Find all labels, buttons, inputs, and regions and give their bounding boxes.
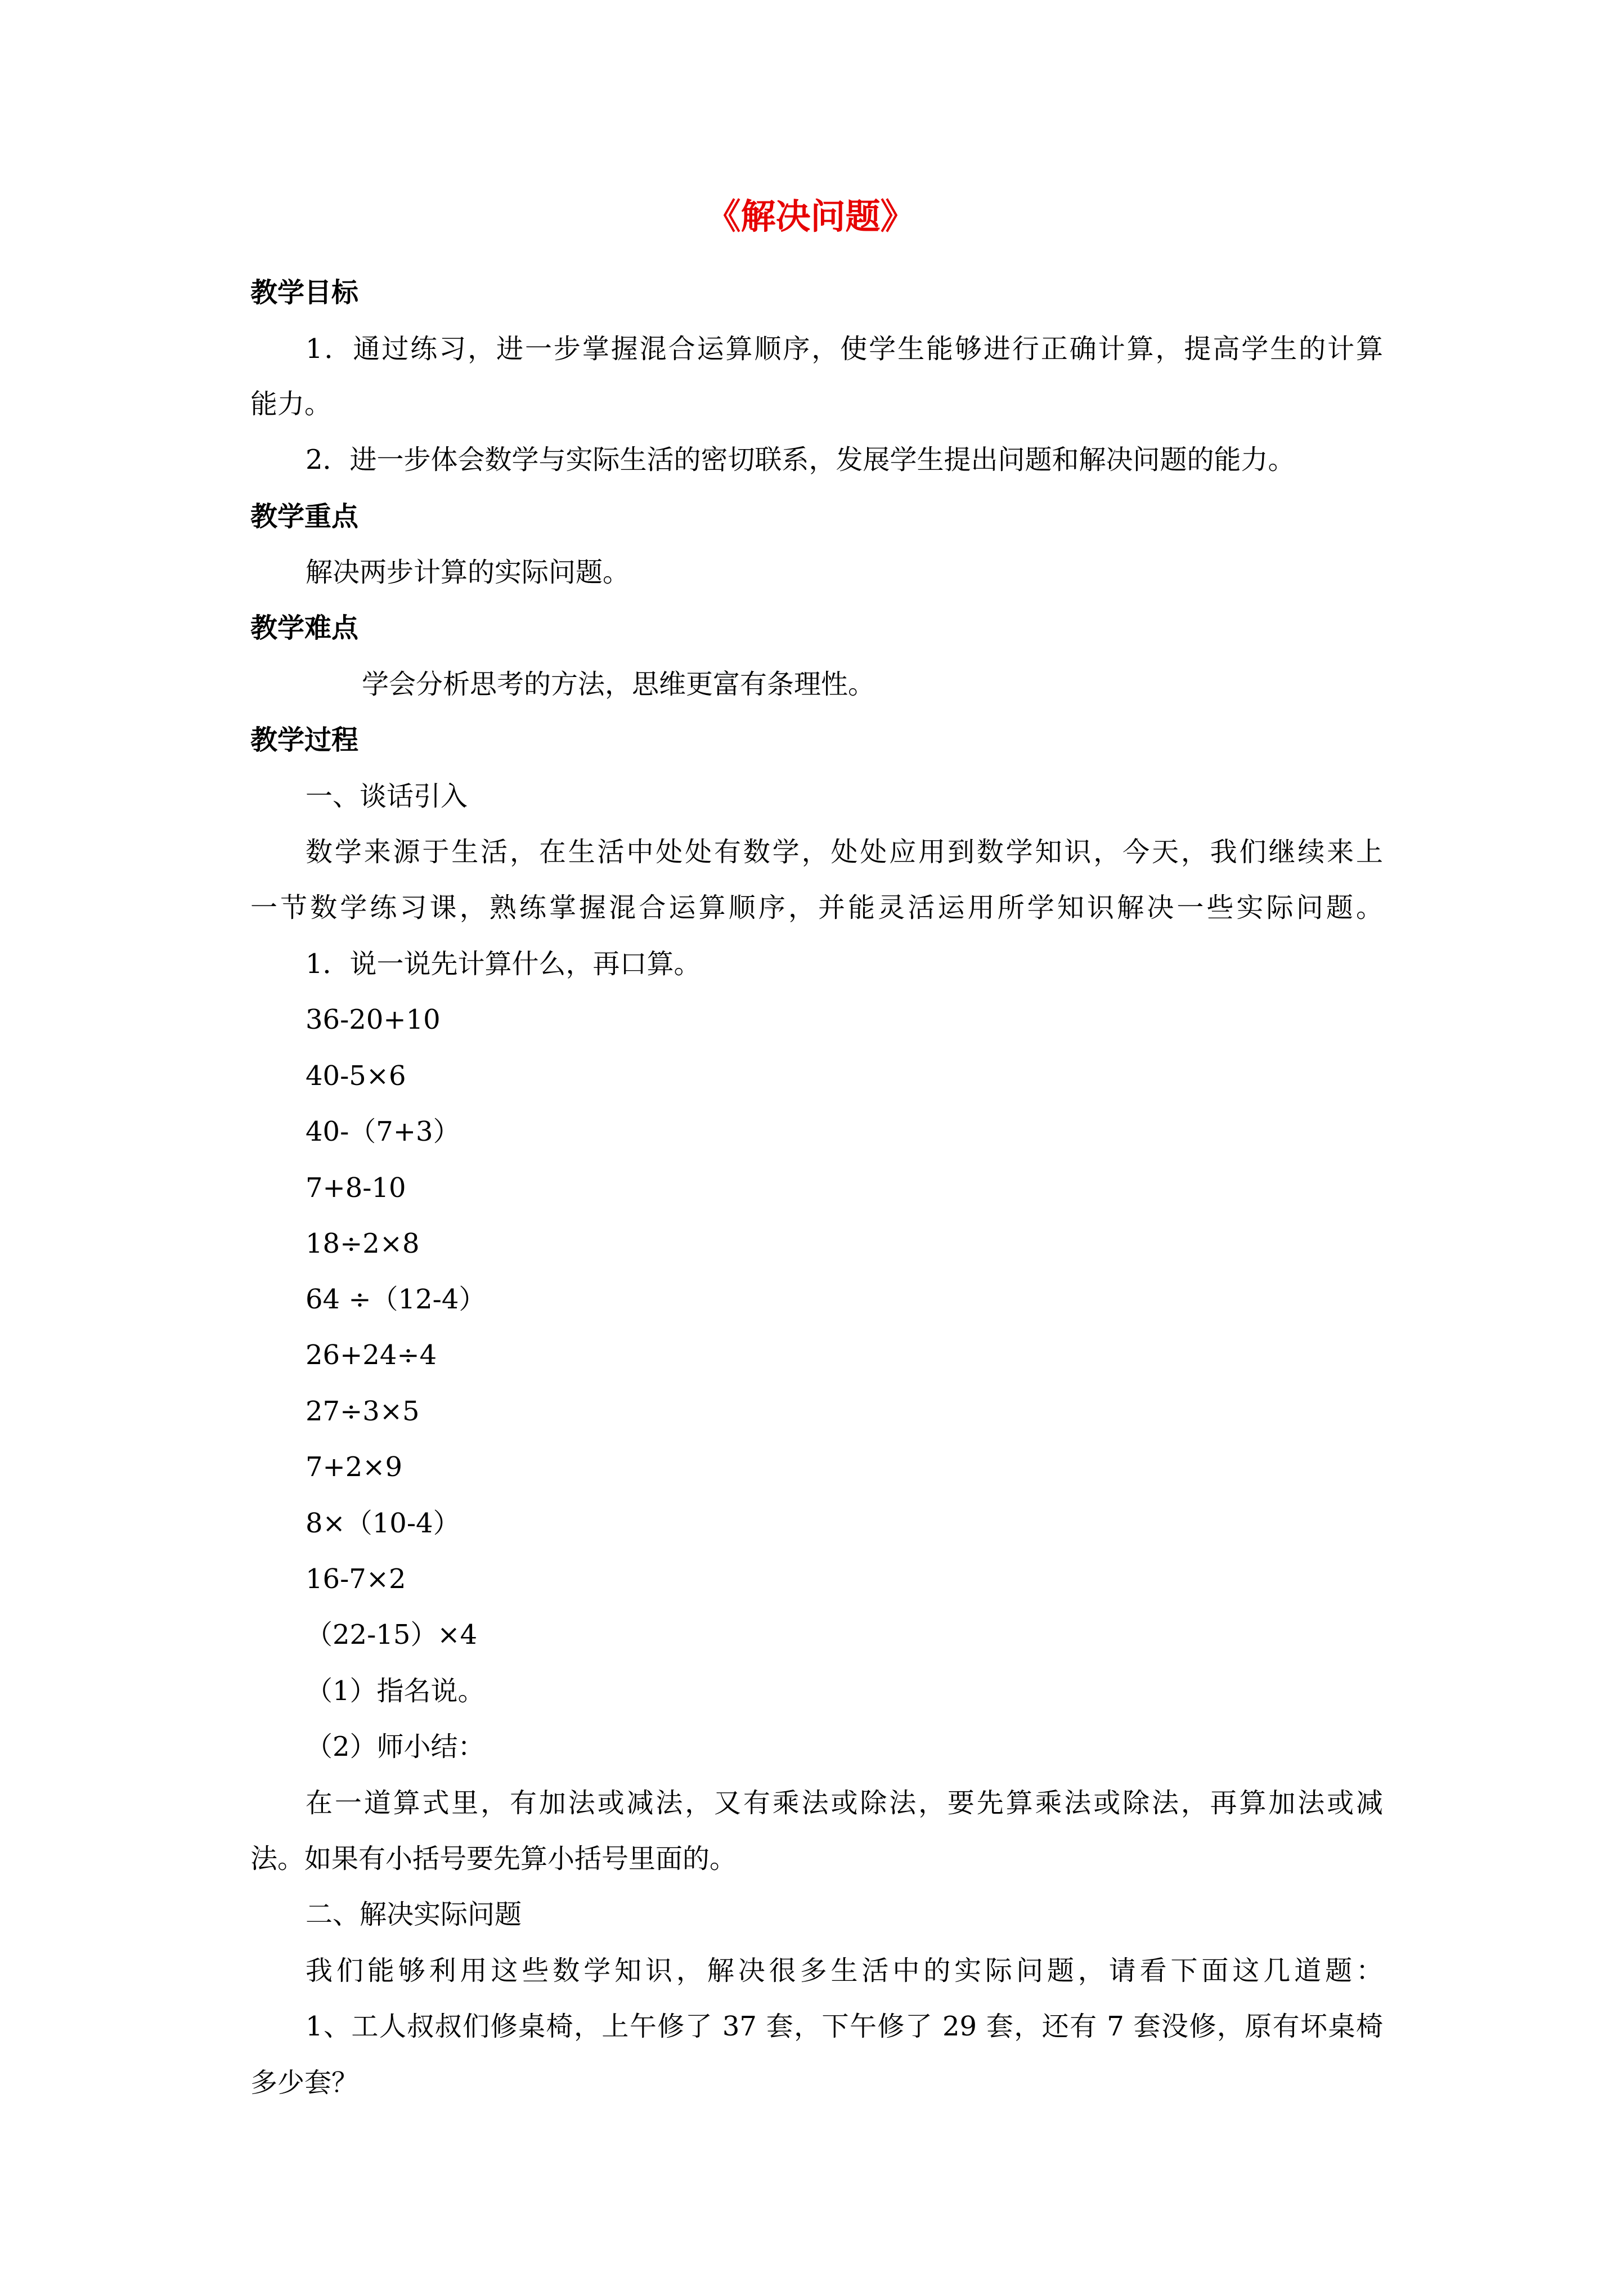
expression-item: 26+24÷4 [306, 1339, 437, 1371]
expression-item: 7+2×9 [306, 1451, 403, 1483]
expression-item: 8×（10-4） [306, 1508, 460, 1539]
summary-line1: 在一道算式里，有加法或减法，又有乘法或除法，要先算乘法或除法，再算加法或减 [306, 1787, 1383, 1819]
objective-2: 2．进一步体会数学与实际生活的密切联系，发展学生提出问题和解决问题的能力。 [306, 444, 1295, 476]
expression-item: 7+8-10 [306, 1172, 406, 1204]
part1-intro-line1: 数学来源于生活，在生活中处处有数学，处处应用到数学知识，今天，我们继续来上 [306, 836, 1383, 868]
part1-title: 一、谈话引入 [306, 781, 468, 812]
expression-item: 64 ÷（12-4） [306, 1284, 486, 1315]
key-heading: 教学重点 [250, 501, 359, 532]
expression-item: 40-（7+3） [306, 1116, 460, 1147]
objective-1-line2: 能力。 [250, 388, 332, 420]
part2-intro: 我们能够利用这些数学知识，解决很多生活中的实际问题，请看下面这几道题： [306, 1955, 1383, 1986]
part1-intro-line2: 一节数学练习课，熟练掌握混合运算顺序，并能灵活运用所学知识解决一些实际问题。 [250, 892, 1383, 923]
expression-item: 40-5×6 [306, 1060, 406, 1092]
document-title: 《解决问题》 [706, 196, 915, 237]
objectives-heading: 教学目标 [250, 277, 359, 308]
problem-1-line1: 1、工人叔叔们修桌椅，上午修了 37 套，下午修了 29 套，还有 7 套没修，原有坏桌椅 [306, 2011, 1383, 2042]
step-1: （1）指名说。 [306, 1675, 485, 1707]
expression-item: 36-20+10 [306, 1004, 441, 1035]
step-2: （2）师小结： [306, 1731, 485, 1763]
process-heading: 教学过程 [250, 724, 359, 756]
expression-item: 18÷2×8 [306, 1228, 420, 1259]
expression-item: （22-15）×4 [306, 1619, 478, 1651]
difficulty-heading: 教学难点 [250, 612, 359, 644]
summary-line2: 法。如果有小括号要先算小括号里面的。 [250, 1843, 737, 1875]
expression-item: 27÷3×5 [306, 1396, 420, 1427]
part2-title: 二、解决实际问题 [306, 1899, 522, 1930]
objective-1-line1: 1．通过练习，进一步掌握混合运算顺序，使学生能够进行正确计算，提高学生的计算 [306, 333, 1383, 365]
problem-1-line2: 多少套？ [250, 2067, 359, 2098]
difficulty-text: 学会分析思考的方法，思维更富有条理性。 [362, 669, 875, 700]
key-text: 解决两步计算的实际问题。 [306, 557, 630, 588]
exercise-1: 1．说一说先计算什么，再口算。 [306, 948, 701, 980]
expression-item: 16-7×2 [306, 1563, 406, 1595]
